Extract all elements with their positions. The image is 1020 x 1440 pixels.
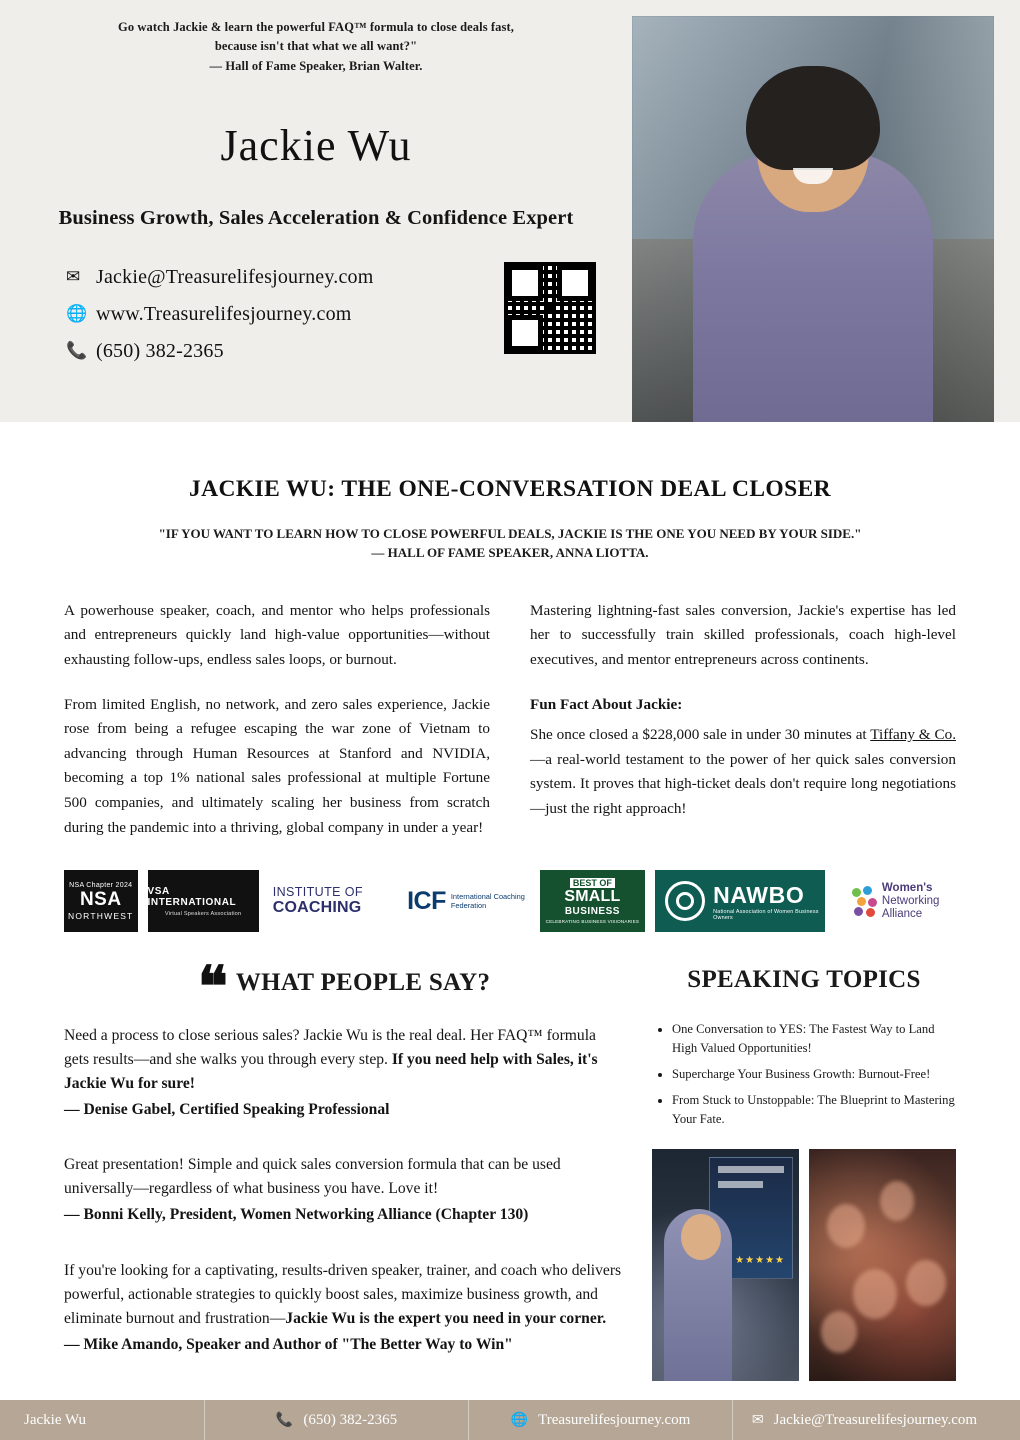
small-business-awards-logo — [540, 870, 646, 932]
envelope-icon: ✉ — [751, 1412, 764, 1428]
testimonials-header — [64, 957, 624, 1020]
phone-icon: 📞 — [66, 341, 88, 361]
section-title: JACKIE WU: THE ONE-CONVERSATION DEAL CLOSER — [188, 476, 832, 502]
testimonials-section — [64, 957, 624, 1380]
qr-core-dot — [548, 306, 556, 314]
photo-hair — [746, 66, 880, 170]
testimonial-2-attribution: — Bonni Kelly, President, Women Networking Alliance (Chapter 130) — [64, 1205, 529, 1223]
footer-bar — [0, 1400, 1020, 1440]
testimonial-1-text: Need a process to close serious sales? Jackie Wu is the real deal. Her FAQ™ formula gets results—and she walks you through every step. — [64, 1026, 596, 1069]
testimonials-title: WHAT PEOPLE SAY? — [235, 969, 491, 997]
tiffany-link[interactable]: Tiffany & Co. — [870, 726, 956, 744]
speaking-topics-list — [652, 1020, 956, 1128]
slide-headline-bar — [718, 1166, 784, 1173]
fun-fact-heading: Fun Fact About Jackie: — [530, 695, 683, 713]
qr-corner-marker — [507, 315, 543, 351]
sba-logo-line-3: BUSINESS — [564, 906, 620, 918]
wna-line-2: Networking — [881, 894, 940, 907]
audience-face — [880, 1181, 914, 1221]
sba-logo-line-4: CELEBRATING BUSINESS VISIONARIES — [545, 919, 640, 925]
testimonial-3-text: If you're looking for a captivating, results-driven speaker, trainer, and coach who delivers powerful, actionable strategies to quickly boost sales, maximize business growth, and eliminate burnout and frustration— — [64, 1262, 622, 1328]
bio-left-column — [64, 599, 490, 841]
footer-website-text: Treasurelifesjourney.com — [538, 1411, 691, 1428]
globe-icon: 🌐 — [510, 1412, 529, 1428]
icf-logo — [407, 870, 530, 932]
contact-email-text: Jackie@Treasurelifesjourney.com — [96, 265, 374, 288]
subtitle-tagline: Business Growth, Sales Acceleration & Confidence Expert — [58, 206, 574, 229]
envelope-icon: ✉ — [66, 267, 81, 287]
qr-code-icon[interactable] — [504, 262, 596, 354]
sba-logo-line-2: SMALL — [564, 888, 621, 906]
speaking-topics-section — [652, 966, 956, 1380]
contact-phone-text: (650) 382-2365 — [96, 339, 224, 362]
speaking-photos — [652, 1149, 956, 1381]
nsa-northwest-logo — [64, 870, 138, 932]
nawbo-logo-name: NAWBO — [713, 881, 805, 908]
stars-icon: ★★★★★ — [735, 1255, 785, 1267]
audience-face — [827, 1204, 865, 1248]
nawbo-logo — [655, 870, 825, 932]
testimonial-item — [64, 1024, 624, 1123]
endorsement-line-1: Go watch Jackie & learn the powerful FAQ™ formula to close deals fast, — [118, 20, 514, 34]
nawbo-logo-subtitle: National Association of Women Business Owners — [713, 908, 819, 921]
nawbo-circle-icon — [665, 881, 705, 921]
bio-right-column — [530, 599, 956, 841]
audience-photo-right — [809, 1149, 956, 1381]
list-item: • Supercharge Your Business Growth: Burnout-Free! — [672, 1065, 956, 1084]
ioc-logo-line-2: COACHING — [272, 899, 362, 917]
testimonial-item — [64, 1259, 624, 1358]
bio-paragraph-1: A powerhouse speaker, coach, and mentor who helps professionals and entrepreneurs quickly land high-value opportunities—without exhausting follow-ups, endless sales loops, or burnout. — [64, 601, 490, 668]
lower-section — [64, 957, 956, 1380]
testimonial-1-attribution: — Denise Gabel, Certified Speaking Professional — [64, 1101, 390, 1119]
endorsement-line-3: — Hall of Fame Speaker, Brian Walter. — [209, 58, 423, 73]
ioc-logo-line-1: INSTITUTE OF — [272, 885, 363, 900]
quote-icon: ❝ — [197, 957, 228, 1020]
footer-name: Jackie Wu — [24, 1411, 87, 1428]
wna-line-3: Alliance — [881, 907, 923, 920]
headshot-photo — [632, 16, 994, 422]
nsa-logo-line-2: NSA — [79, 888, 122, 910]
footer-email[interactable] — [733, 1412, 996, 1429]
institute-of-coaching-logo — [269, 870, 397, 932]
contact-website-text: www.Treasurelifesjourney.com — [96, 302, 352, 325]
main-content — [0, 476, 1020, 1381]
page-title: Jackie Wu — [220, 121, 412, 171]
phone-icon: 📞 — [275, 1412, 294, 1428]
bio-paragraph-3: Mastering lightning-fast sales conversion, Jackie's expertise has led her to successfully train skilled professionals, coach high-level executives, and mentor entrepreneurs across continents. — [530, 601, 956, 668]
testimonial-item — [64, 1153, 624, 1227]
fun-fact-body — [530, 723, 956, 822]
vsa-logo-line-1: VSA INTERNATIONAL — [147, 885, 237, 908]
header-banner — [0, 0, 1020, 422]
affiliation-logos — [64, 870, 956, 932]
testimonial-2-text: Great presentation! Simple and quick sales conversion formula that can be used universally—regardless of what business you have. Love it! — [64, 1155, 561, 1197]
section-quote — [64, 525, 956, 563]
footer-phone[interactable] — [205, 1412, 468, 1429]
audience-face — [821, 1311, 857, 1353]
audience-face — [906, 1260, 946, 1306]
footer-website[interactable] — [469, 1412, 732, 1429]
globe-icon: 🌐 — [66, 304, 88, 324]
fun-fact-text-part-2: —a real-world testament to the power of her quick sales conversion system. It proves that high-ticket deals don't require long negotiations—just the right approach! — [530, 750, 956, 818]
list-item: • From Stuck to Unstoppable: The Blueprint to Mastering Your Fate. — [672, 1091, 956, 1129]
section-quote-line-1: "IF YOU WANT TO LEARN HOW TO CLOSE POWERFUL DEALS, JACKIE IS THE ONE YOU NEED BY YOUR SIDE." — [158, 526, 862, 541]
endorsement-line-2: because isn't that what we all want?" — [214, 39, 418, 54]
slide-subheadline-bar — [718, 1181, 763, 1188]
sba-logo-line-1: BEST OF — [570, 878, 615, 888]
footer-email-text: Jackie@Treasurelifesjourney.com — [773, 1411, 978, 1428]
header-left-content — [0, 0, 632, 422]
audience-face — [853, 1269, 897, 1319]
vsa-international-logo — [148, 870, 259, 932]
list-item: • One Conversation to YES: The Fastest Way to Land High Valued Opportunities! — [672, 1020, 956, 1058]
nsa-logo-line-1: NSA Chapter 2024 — [69, 881, 133, 889]
wna-line-1: Women's — [881, 882, 933, 894]
wna-dots-icon — [852, 886, 878, 916]
vsa-logo-line-2: Virtual Speakers Association — [164, 910, 242, 917]
womens-networking-alliance-logo — [835, 870, 956, 932]
testimonial-3-bold: Jackie Wu is the expert you need in your corner. — [285, 1310, 607, 1328]
icf-logo-mark: ICF — [407, 886, 446, 915]
speaking-photo-left — [652, 1149, 799, 1381]
bio-paragraph-2: From limited English, no network, and zero sales experience, Jackie rose from being a refugee escaping the war zone of Vietnam to advancing through Human Resources at Stanford and NVIDIA, becoming a top 1% national sales professional at multiple Fortune 500 companies, and ultimately scaling her business from scratch during the pandemic into a thriving, global company in under a year! — [64, 695, 490, 836]
testimonial-1-bold: If you need help with Sales, it's Jackie Wu for sure! — [64, 1051, 598, 1093]
speaking-topics-title: SPEAKING TOPICS — [687, 966, 921, 994]
nsa-logo-line-3: NORTHWEST — [68, 910, 134, 921]
icf-logo-text: International Coaching Federation — [450, 892, 525, 911]
endorsement-quote — [58, 18, 574, 76]
bio-columns — [64, 599, 956, 841]
section-quote-line-2: — HALL OF FAME SPEAKER, ANNA LIOTTA. — [371, 544, 649, 560]
testimonial-3-attribution: — Mike Amando, Speaker and Author of "The Better Way to Win" — [64, 1336, 513, 1354]
footer-phone-text: (650) 382-2365 — [303, 1411, 398, 1428]
fun-fact-text-part-1: She once closed a $228,000 sale in under 30 minutes at — [530, 726, 871, 744]
